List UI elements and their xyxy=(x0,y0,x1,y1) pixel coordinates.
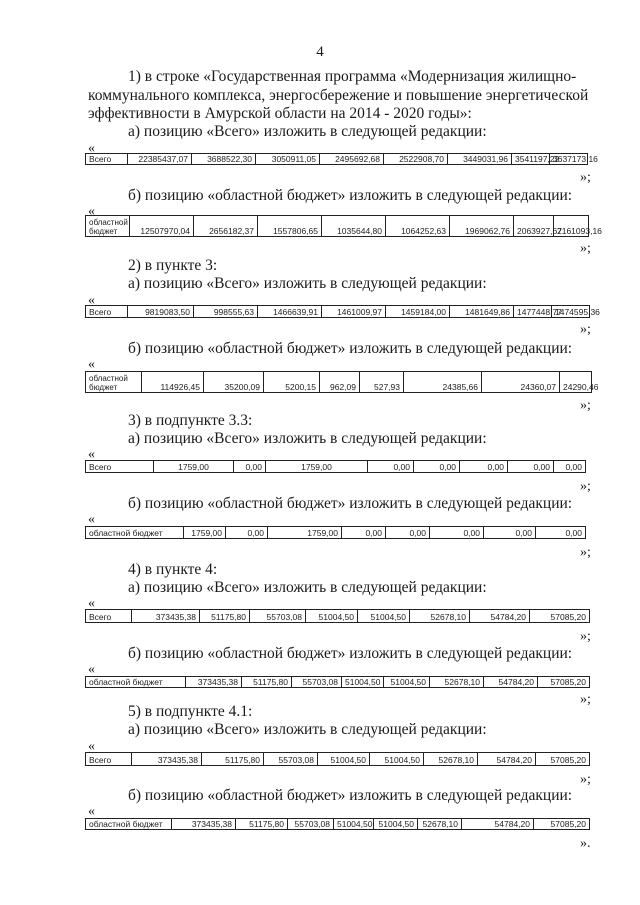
row-value-2017: 2522908,70 xyxy=(384,154,448,165)
instruction-s4-b: б) позицию «областной бюджет» изложить в следующей редакции: xyxy=(128,645,573,662)
quote-open: « xyxy=(88,204,95,219)
row-value-total: 12507970,04 xyxy=(130,216,194,237)
row-value-2018: 24385,66 xyxy=(404,372,482,393)
row-value-2015: 1759,00 xyxy=(268,527,342,539)
row-value-2015: 3050911,05 xyxy=(256,154,320,165)
heading-s3: 3) в подпункте 3.3: xyxy=(128,412,253,429)
budget-row-s2-total xyxy=(85,305,600,318)
row-value-2019: 24360,07 xyxy=(482,372,560,393)
row-value-2018: 3449031,96 xyxy=(448,154,512,165)
quote-close: »; xyxy=(580,170,591,185)
row-value-2015: 5200,15 xyxy=(264,372,320,393)
row-value-2020: 0,00 xyxy=(554,461,586,473)
heading-s5: 5) в подпункте 4.1: xyxy=(128,703,253,720)
row-value-2017: 51004,50 xyxy=(384,677,430,688)
budget-row-s1-total xyxy=(85,153,598,165)
instruction-s3-b: б) позицию «областной бюджет» изложить в следующей редакции: xyxy=(128,495,573,512)
heading-s2: 2) в пункте 3: xyxy=(128,257,218,274)
row-label: Всего xyxy=(86,306,128,318)
row-value-2019: 3541197,22 xyxy=(512,154,550,165)
row-value-total: 114926,45 xyxy=(142,372,204,393)
row-value-2015: 1759,00 xyxy=(266,461,368,473)
quote-close: »; xyxy=(580,479,591,494)
row-value-2014: 0,00 xyxy=(234,461,266,473)
row-value-2016: 51004,50 xyxy=(306,610,358,623)
row-value-2018: 0,00 xyxy=(430,527,484,539)
row-value-2020: 2161093,16 xyxy=(554,216,589,237)
row-value-2017: 0,00 xyxy=(386,527,430,539)
row-label: областной бюджет xyxy=(86,372,142,393)
quote-open: « xyxy=(88,739,95,754)
row-value-2016: 51004,50 xyxy=(334,819,374,830)
budget-row-s1-regional xyxy=(85,215,602,237)
row-value-total: 9819083,50 xyxy=(128,306,194,318)
row-value-2014: 0,00 xyxy=(226,527,268,539)
quote-open: « xyxy=(88,804,95,819)
row-value-2019: 54784,20 xyxy=(470,610,530,623)
row-value-2019: 2063927,67 xyxy=(514,216,554,237)
row-value-2019: 1477448,77 xyxy=(514,306,552,318)
row-value-2018: 52678,10 xyxy=(418,819,462,830)
intro-line-3: эффективности в Амурской области на 2014 - 2020 годы»: xyxy=(88,105,472,122)
quote-open: « xyxy=(88,512,95,527)
quote-close: »; xyxy=(580,241,591,256)
row-value-total: 373435,38 xyxy=(132,610,200,623)
row-value-2016: 2495692,68 xyxy=(320,154,384,165)
row-value-2015: 1466639,91 xyxy=(258,306,322,318)
row-value-2015: 55703,08 xyxy=(288,819,334,830)
budget-row-s3-total xyxy=(85,460,586,473)
row-value-2014: 51175,80 xyxy=(200,610,250,623)
row-value-2018: 52678,10 xyxy=(424,753,478,766)
quote-close: »; xyxy=(580,322,591,337)
row-label: Всего xyxy=(86,610,132,623)
quote-close: »; xyxy=(580,692,591,707)
row-value-2020: 57085,20 xyxy=(534,819,590,830)
row-value-2016: 0,00 xyxy=(342,527,386,539)
row-value-2017: 527,93 xyxy=(360,372,404,393)
row-value-2017: 1064252,63 xyxy=(386,216,450,237)
row-value-2016: 51004,50 xyxy=(342,677,384,688)
row-value-2019: 54784,20 xyxy=(462,819,534,830)
instruction-s3-a: а) позицию «Всего» изложить в следующей редакции: xyxy=(128,430,487,447)
quote-open: « xyxy=(88,357,95,372)
row-label: Всего xyxy=(86,753,132,766)
instruction-s2-a: а) позицию «Всего» изложить в следующей редакции: xyxy=(128,275,487,292)
quote-open: « xyxy=(88,662,95,677)
row-value-2018: 0,00 xyxy=(460,461,508,473)
row-value-2017: 51004,50 xyxy=(370,753,424,766)
row-label: областной бюджет xyxy=(86,527,184,539)
row-value-2020: 1474595,36 xyxy=(552,306,590,318)
quote-open: « xyxy=(88,141,95,156)
row-value-2014: 51175,80 xyxy=(202,753,264,766)
row-value-2016: 0,00 xyxy=(368,461,414,473)
quote-close: »; xyxy=(580,545,591,560)
row-value-2016: 51004,50 xyxy=(318,753,370,766)
budget-row-s2-regional xyxy=(85,371,599,393)
row-label: областной бюджет xyxy=(86,216,130,237)
row-value-2017: 51004,50 xyxy=(358,610,410,623)
heading-s4: 4) в пункте 4: xyxy=(128,561,218,578)
budget-row-s3-regional xyxy=(85,526,586,539)
row-value-2014: 51175,80 xyxy=(236,819,288,830)
row-value-2016: 962,09 xyxy=(320,372,360,393)
instruction-s5-b: б) позицию «областной бюджет» изложить в следующей редакции: xyxy=(128,787,573,804)
row-value-2020: 57085,20 xyxy=(538,677,590,688)
intro-line-1: 1) в строке «Государственная программа «Модернизация жилищно- xyxy=(128,68,577,85)
row-value-2014: 51175,80 xyxy=(242,677,292,688)
row-value-2020: 24290,46 xyxy=(560,372,592,393)
instruction-s5-a: а) позицию «Всего» изложить в следующей редакции: xyxy=(128,721,487,738)
row-label: областной бюджет xyxy=(86,677,186,688)
row-value-2019: 54784,20 xyxy=(484,677,538,688)
row-value-total: 373435,38 xyxy=(132,753,202,766)
row-value-total: 373435,38 xyxy=(186,677,242,688)
row-value-2020: 0,00 xyxy=(536,527,586,539)
row-value-2015: 55703,08 xyxy=(250,610,306,623)
row-value-2017: 0,00 xyxy=(414,461,460,473)
instruction-s4-a: а) позицию «Всего» изложить в следующей редакции: xyxy=(128,579,487,596)
row-value-2018: 52678,10 xyxy=(430,677,484,688)
instruction-s2-b: б) позицию «областной бюджет» изложить в следующей редакции: xyxy=(128,340,573,357)
instruction-s1-b: б) позицию «областной бюджет» изложить в следующей редакции: xyxy=(128,187,573,204)
row-value-total: 373435,38 xyxy=(172,819,236,830)
row-value-2018: 1969062,76 xyxy=(450,216,514,237)
budget-row-s5-total xyxy=(85,752,590,766)
row-value-2015: 1557806,65 xyxy=(258,216,322,237)
row-label: Всего xyxy=(86,461,154,473)
row-value-2014: 2656182,37 xyxy=(194,216,258,237)
row-value-2015: 55703,08 xyxy=(292,677,342,688)
quote-close-final: ». xyxy=(580,836,591,851)
budget-row-s4-total xyxy=(85,609,590,623)
row-label: областной бюджет xyxy=(86,819,172,830)
row-value-2015: 55703,08 xyxy=(264,753,318,766)
page-number: 4 xyxy=(316,44,324,60)
quote-close: »; xyxy=(580,629,591,644)
row-value-2019: 0,00 xyxy=(508,461,554,473)
quote-open: « xyxy=(88,447,95,462)
budget-row-s4-regional xyxy=(85,676,590,688)
quote-open: « xyxy=(88,293,95,308)
row-value-2014: 3688522,30 xyxy=(192,154,256,165)
row-value-total: 1759,00 xyxy=(184,527,226,539)
row-value-2020: 57085,20 xyxy=(530,610,590,623)
intro-line-2: коммунального комплекса, энергосбережение и повышение энергетической xyxy=(88,87,589,104)
row-value-total: 22385437,07 xyxy=(128,154,192,165)
row-value-2020: 3637173,16 xyxy=(550,154,588,165)
row-value-2016: 1461009,97 xyxy=(322,306,386,318)
row-value-2020: 57085,20 xyxy=(536,753,590,766)
row-value-2017: 1459184,00 xyxy=(386,306,450,318)
instruction-s1-a: а) позицию «Всего» изложить в следующей редакции: xyxy=(128,123,487,140)
budget-row-s5-regional xyxy=(85,818,590,830)
row-value-2018: 52678,10 xyxy=(410,610,470,623)
row-value-2019: 0,00 xyxy=(484,527,536,539)
row-label: Всего xyxy=(86,154,128,165)
row-value-2016: 1035644,80 xyxy=(322,216,386,237)
row-value-total: 1759,00 xyxy=(154,461,234,473)
row-value-2019: 54784,20 xyxy=(478,753,536,766)
quote-close: »; xyxy=(580,772,591,787)
quote-close: »; xyxy=(580,398,591,413)
row-value-2014: 35200,09 xyxy=(204,372,264,393)
quote-open: « xyxy=(88,596,95,611)
row-value-2018: 1481649,86 xyxy=(450,306,514,318)
row-value-2014: 998555,63 xyxy=(194,306,258,318)
row-value-2017: 51004,50 xyxy=(374,819,418,830)
